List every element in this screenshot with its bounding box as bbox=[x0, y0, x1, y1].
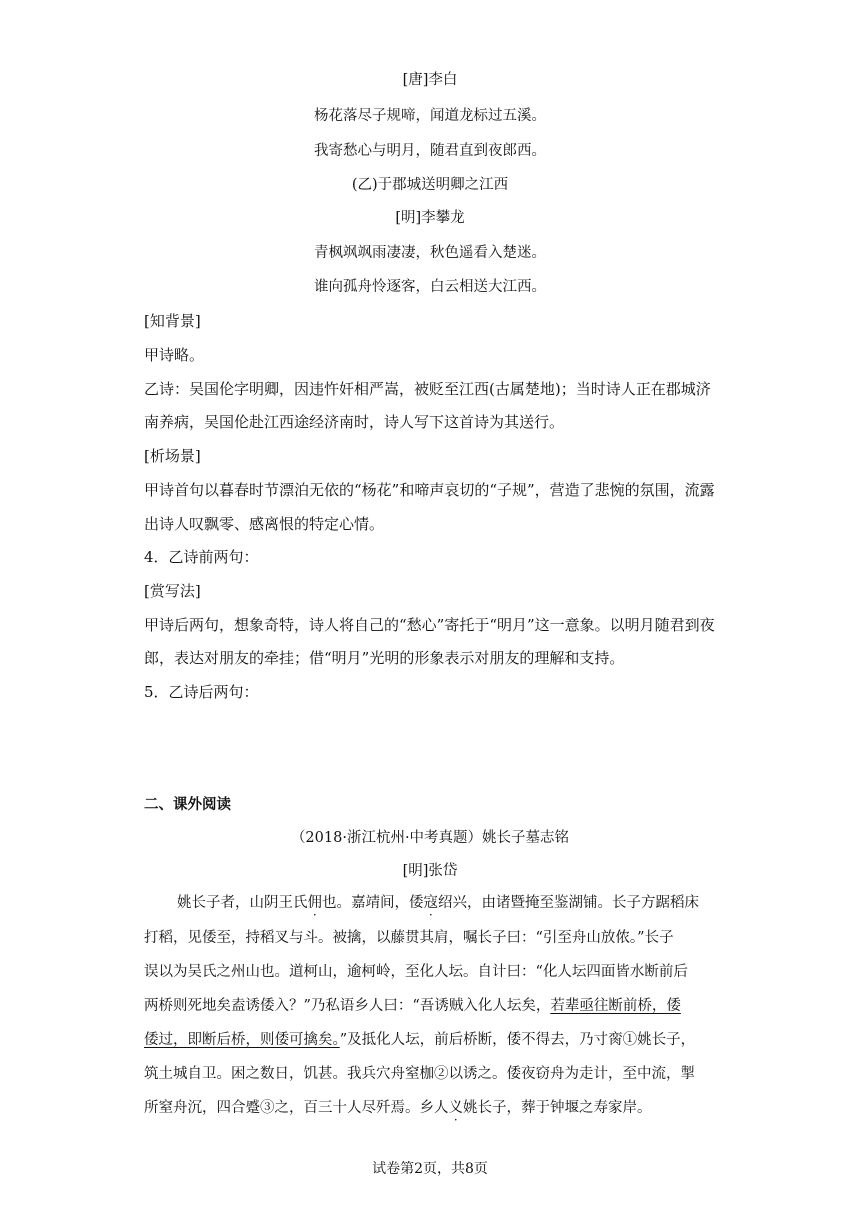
passage-line3: 误以为吴氏之州山也。道柯山，逾柯岭，至化人坛。自计曰：“化人坛四面皆水断前后 bbox=[144, 964, 688, 980]
passage-text: ”及抵化人坛，前后桥断，倭不得去，乃寸脔①姚长子， bbox=[339, 1032, 696, 1048]
question-5: 5．乙诗后两句： bbox=[144, 683, 259, 701]
background-yi-line2: 南养病，吴国伦赴江西途经济南时，诗人写下这首诗为其送行。 bbox=[144, 413, 565, 431]
underlined-sentence: 若辈亟往断前桥，倭 bbox=[550, 998, 681, 1014]
poem-yi-title: (乙)于郡城送明卿之江西 bbox=[351, 177, 509, 193]
dotted-word: 义 bbox=[448, 1100, 463, 1116]
passage-line4 bbox=[144, 996, 681, 1016]
scene-header: [析场景] bbox=[144, 447, 201, 465]
section-heading: 二、课外阅读 bbox=[144, 797, 231, 813]
underlined-sentence: 倭过，即断后桥，则倭可擒矣。 bbox=[144, 1032, 340, 1048]
passage-text: 姚长子者，山阴王氏 bbox=[177, 895, 308, 911]
method-header: [赏写法] bbox=[144, 582, 201, 600]
poem-jia-line1: 杨花落尽子规啼，闻道龙标过五溪。 bbox=[314, 108, 546, 124]
passage-text: 两桥则死地矣盍诱倭入？”乃私语乡人曰：“吾诱贼入化人坛矣， bbox=[144, 998, 551, 1014]
background-jia: 甲诗略。 bbox=[144, 346, 205, 364]
method-line1: 甲诗后两句，想象奇特，诗人将自己的“愁心”寄托于“明月”这一意象。以明月随君到夜 bbox=[144, 616, 715, 634]
passage-line7 bbox=[144, 1098, 652, 1118]
passage-line1 bbox=[177, 893, 699, 913]
passage-line6: 筑土城自卫。困之数日，饥甚。我兵穴舟窒枷②以诱之。倭夜窃舟为走计，至中流，掣 bbox=[144, 1066, 695, 1082]
page-footer: 试卷第2页，共8页 bbox=[372, 1161, 488, 1177]
passage-author: [明]张岱 bbox=[402, 863, 458, 879]
poem-yi-author: [明]李攀龙 bbox=[395, 210, 465, 226]
question-4: 4．乙诗前两句： bbox=[144, 548, 259, 566]
passage-line2: 打稻，见倭至，持稻叉与斗。被擒，以藤贯其肩，嘱长子曰：“引至舟山放侬。”长子 bbox=[144, 930, 674, 946]
dotted-word: 佣 bbox=[307, 895, 322, 911]
dotted-word: 寇 bbox=[423, 895, 438, 911]
poem-yi-line1: 青枫飒飒雨凄凄，秋色遥看入楚迷。 bbox=[314, 245, 546, 261]
poem-jia-author: [唐]李白 bbox=[402, 72, 458, 88]
passage-title: （2018·浙江杭州·中考真题）姚长子墓志铭 bbox=[290, 830, 570, 846]
passage-text: 姚长子，葬于钟堰之寿家岸。 bbox=[463, 1100, 652, 1116]
passage-text: 也。嘉靖间，倭 bbox=[322, 895, 424, 911]
background-header: [知背景] bbox=[144, 312, 201, 330]
background-yi-line1: 乙诗：吴国伦字明卿，因违忤奸相严嵩，被贬至江西(古属楚地)；当时诗人正在郡城济 bbox=[144, 380, 711, 398]
passage-text: 绍兴，由诸暨掩至鉴湖铺。长子方踞稻床 bbox=[438, 895, 699, 911]
passage-line5 bbox=[144, 1030, 695, 1050]
poem-yi-line2: 谁向孤舟怜逐客，白云相送大江西。 bbox=[314, 279, 546, 295]
scene-line2: 出诗人叹飘零、感离恨的特定心情。 bbox=[144, 515, 385, 533]
scene-line1: 甲诗首句以暮春时节漂泊无依的“杨花”和啼声哀切的“子规”，营造了悲惋的氛围，流露 bbox=[144, 481, 715, 499]
poem-jia-line2: 我寄愁心与明月，随君直到夜郎西。 bbox=[314, 143, 546, 159]
method-line2: 郎，表达对朋友的牵挂；借“明月”光明的形象表示对朋友的理解和支持。 bbox=[144, 649, 625, 667]
passage-text: 所窒舟沉，四合蹙③之，百三十人尽歼焉。乡人 bbox=[144, 1100, 449, 1116]
